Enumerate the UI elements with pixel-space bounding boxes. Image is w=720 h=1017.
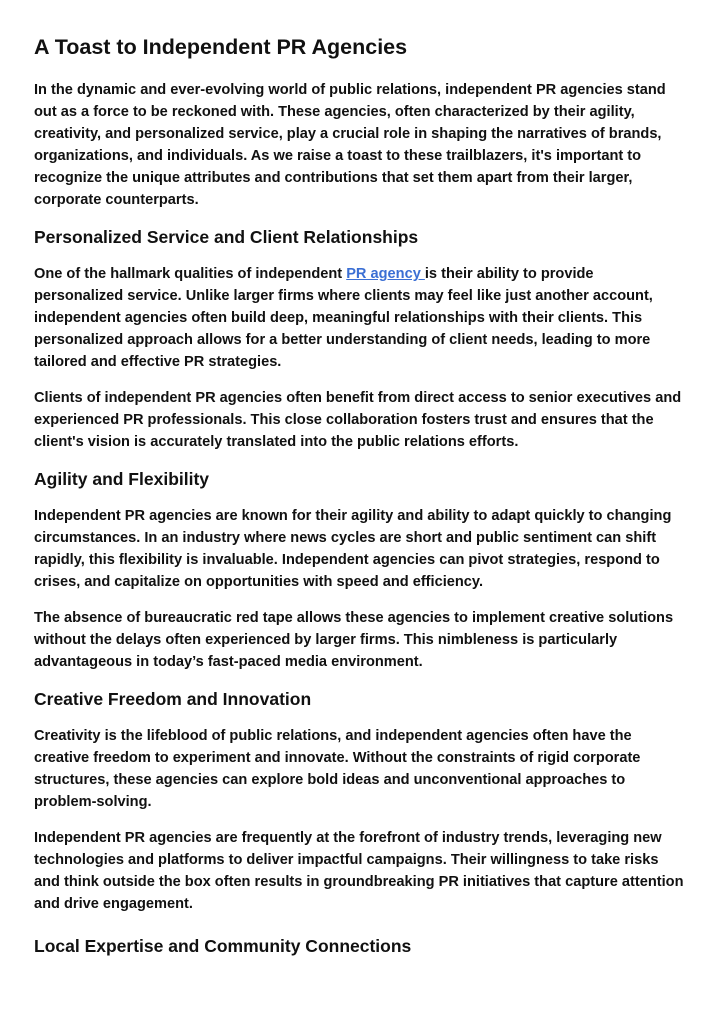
pr-agency-link[interactable]: PR agency [346,266,425,282]
creative-freedom-paragraph-2: Independent PR agencies are frequently at the forefront of industry trends, leveraging new technologies and platforms to deliver impactful campaigns. Their willingness to take risks and think outside the box often results in groundbreaking PR initiatives that capture attention and drive engagement. [34,830,684,912]
agility-paragraph-1: Independent PR agencies are known for their agility and ability to adapt quickly to changing circumstances. In an industry where news cycles are short and public sentiment can shift rapidly, this flexibility is invaluable. Independent agencies can pivot strategies, respond to crises, and capitalize on opportunities with speed and efficiency. [34,508,672,590]
paragraph-text-after-link: is their ability to provide personalized service. Unlike larger firms where clients may feel like just another account, independent agencies often build deep, meaningful relationships with their clients. This personalized approach allows for a better understanding of client needs, leading to more tailored and effective PR strategies. [34,266,653,370]
section-heading-local-expertise: Local Expertise and Community Connections [34,936,412,956]
personalized-service-paragraph-1 [34,263,686,373]
intro-paragraph: In the dynamic and ever-evolving world of public relations, independent PR agencies stand out as a force to be reckoned with. These agencies, often characterized by their agility, creativity, and personalized service, play a crucial role in shaping the narratives of brands, organizations, and individuals. As we raise a toast to these trailblazers, it's important to recognize the unique attributes and contributions that set them apart from their larger, corporate counterparts. [34,82,666,208]
personalized-service-paragraph-2: Clients of independent PR agencies often benefit from direct access to senior executives and experienced PR professionals. This close collaboration fosters trust and ensures that the client's vision is accurately translated into the public relations efforts. [34,390,682,450]
paragraph-text-before-link: One of the hallmark qualities of independent [34,266,347,282]
section-heading-creative-freedom: Creative Freedom and Innovation [34,689,312,709]
document-title: A Toast to Independent PR Agencies [34,35,408,59]
creative-freedom-paragraph-1: Creativity is the lifeblood of public relations, and independent agencies often have the creative freedom to experiment and innovate. Without the constraints of rigid corporate structures, these agencies can explore bold ideas and unconventional approaches to problem-solving. [34,728,641,810]
section-heading-agility-flexibility: Agility and Flexibility [34,469,210,489]
section-heading-personalized-service: Personalized Service and Client Relationships [34,227,419,247]
agility-paragraph-2: The absence of bureaucratic red tape allows these agencies to implement creative solutions without the delays often experienced by larger firms. This nimbleness is particularly advantageous in today’s fast-paced media environment. [34,610,674,670]
